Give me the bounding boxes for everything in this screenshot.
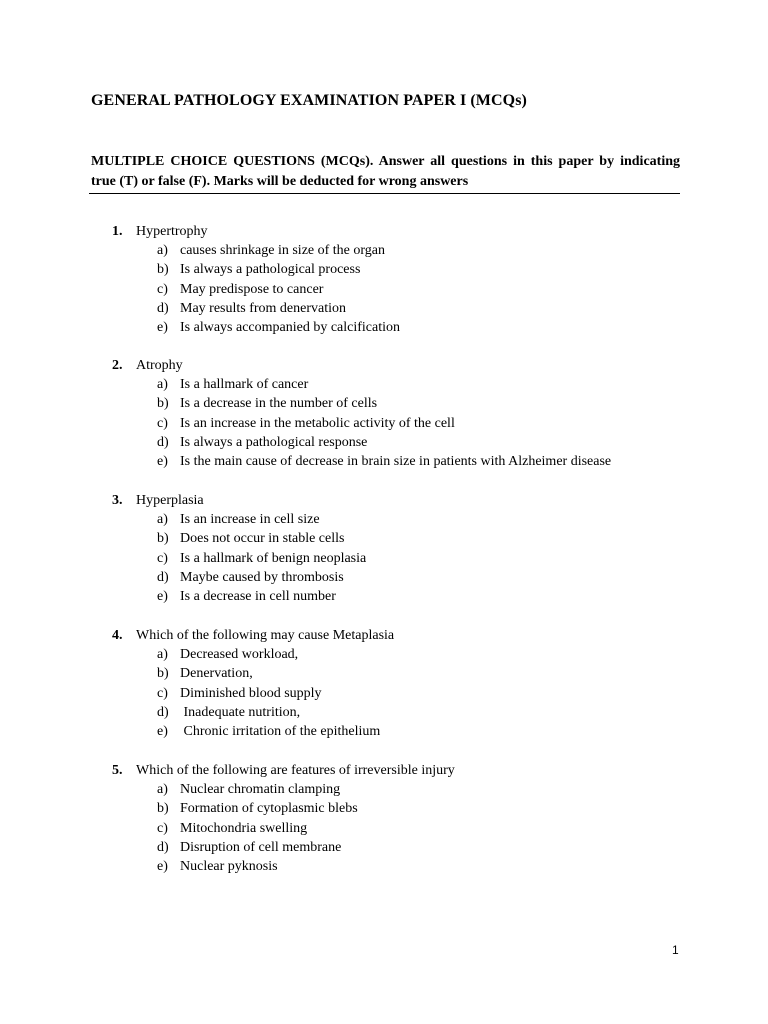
- option-letter: a): [157, 647, 168, 662]
- option-text: Is a hallmark of benign neoplasia: [180, 550, 367, 566]
- option-text: Mitochondria swelling: [180, 820, 308, 836]
- page-title: GENERAL PATHOLOGY EXAMINATION PAPER I (MCQs): [91, 92, 527, 109]
- option-letter: d): [157, 300, 169, 316]
- option-letter: c): [157, 281, 168, 297]
- option-letter: c): [157, 550, 168, 566]
- option-letter: b): [157, 262, 169, 278]
- option-text: causes shrinkage in size of the organ: [180, 243, 386, 258]
- option-letter: e): [157, 320, 168, 336]
- option-text: May predispose to cancer: [180, 281, 324, 297]
- option-letter: b): [157, 666, 169, 682]
- question-text: Which of the following may cause Metaplasia: [136, 628, 395, 643]
- option-text: Diminished blood supply: [180, 685, 322, 701]
- option-text: Is an increase in the metabolic activity of the cell: [180, 415, 455, 431]
- question-number: 4.: [112, 628, 123, 643]
- instructions-paragraph: MULTIPLE CHOICE QUESTIONS (MCQs). Answer all questions in this paper by indicating true (T) or false (F). Marks will be deducted for wrong answers: [91, 154, 680, 189]
- option-letter: e): [157, 454, 168, 470]
- option-letter: a): [157, 243, 168, 258]
- option-text: Disruption of cell membrane: [180, 839, 342, 855]
- option-text: Is a decrease in the number of cells: [180, 396, 378, 412]
- option-text: May results from denervation: [180, 300, 347, 316]
- option-text: Is always accompanied by calcification: [180, 320, 401, 336]
- option-letter: d): [157, 839, 169, 855]
- option-text: Nuclear chromatin clamping: [180, 782, 341, 797]
- option-letter: e): [157, 589, 168, 605]
- option-text: Is always a pathological process: [180, 262, 361, 278]
- option-text: Is the main cause of decrease in brain size in patients with Alzheimer disease: [180, 454, 612, 470]
- option-letter: d): [157, 434, 169, 450]
- question-text: Which of the following are features of irreversible injury: [136, 763, 455, 778]
- option-letter: a): [157, 512, 168, 527]
- option-text: Is an increase in cell size: [180, 512, 320, 527]
- option-text: Inadequate nutrition,: [180, 704, 301, 720]
- option-text: Does not occur in stable cells: [180, 531, 345, 547]
- page-number: 1: [672, 943, 679, 957]
- question-number: 5.: [112, 763, 123, 778]
- option-letter: c): [157, 820, 168, 836]
- option-text: Denervation,: [180, 666, 253, 682]
- question-text: Hyperplasia: [136, 493, 204, 508]
- option-letter: e): [157, 724, 168, 740]
- option-text: Is a hallmark of cancer: [180, 377, 309, 392]
- question-text: Hypertrophy: [136, 224, 208, 239]
- option-letter: b): [157, 531, 169, 547]
- option-letter: c): [157, 685, 168, 701]
- question-number: 1.: [112, 224, 123, 239]
- question-number: 2.: [112, 358, 123, 373]
- option-letter: c): [157, 415, 168, 431]
- option-text: Decreased workload,: [180, 647, 299, 662]
- option-letter: d): [157, 704, 169, 720]
- option-letter: b): [157, 801, 169, 817]
- option-letter: a): [157, 782, 168, 797]
- question-text: Atrophy: [136, 358, 183, 373]
- option-letter: e): [157, 859, 168, 875]
- option-text: Is always a pathological response: [180, 434, 368, 450]
- option-text: Is a decrease in cell number: [180, 589, 336, 605]
- option-letter: b): [157, 396, 169, 412]
- option-text: Formation of cytoplasmic blebs: [180, 801, 358, 817]
- question-number: 3.: [112, 493, 123, 508]
- option-text: Maybe caused by thrombosis: [180, 569, 344, 585]
- option-letter: a): [157, 377, 168, 392]
- option-text: Nuclear pyknosis: [180, 859, 278, 875]
- horizontal-divider: [89, 193, 680, 194]
- option-letter: d): [157, 569, 169, 585]
- option-text: Chronic irritation of the epithelium: [180, 724, 381, 740]
